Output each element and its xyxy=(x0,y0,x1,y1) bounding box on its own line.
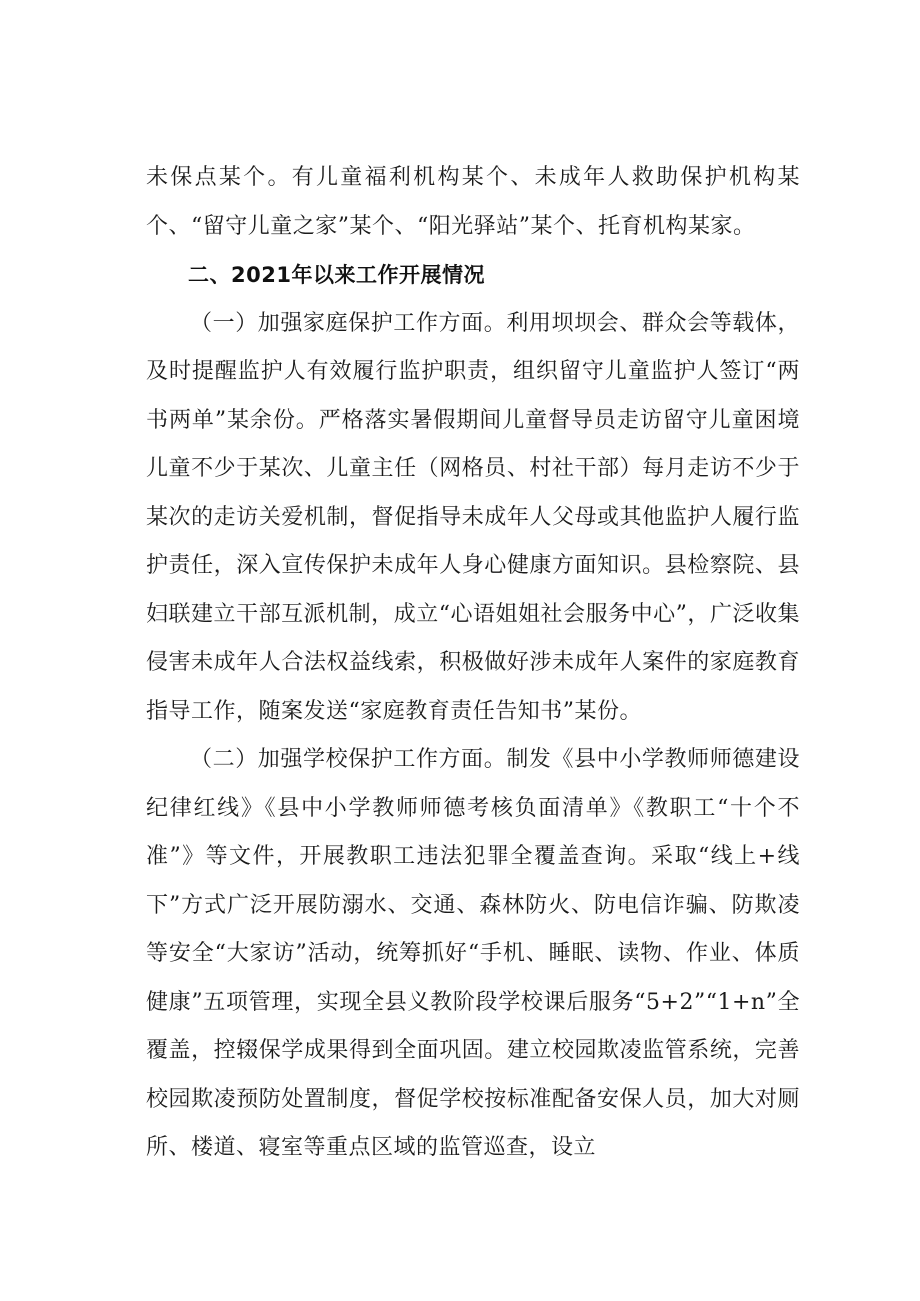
paragraph-continuation: 未保点某个。有儿童福利机构某个、未成年人救助保护机构某个、“留守儿童之家”某个、“阳光驿站”某个、托育机构某家。 xyxy=(146,165,800,239)
paragraph-family-protection: （一）加强家庭保护工作方面。利用坝坝会、群众会等载体，及时提醒监护人有效履行监护职责，组织留守儿童监护人签订“两书两单”某余份。严格落实暑假期间儿童督导员走访留守儿童困境儿童不少于某次、儿童主任（网格员、村社干部）每月走访不少于某次的走访关爱机制，督促指导未成年人父母或其他监护人履行监护责任，深入宣传保护未成年人身心健康方面知识。县检察院、县妇联建立干部互派机制，成立“心语姐姐社会服务中心”，广泛收集侵害未成年人合法权益线索，积极做好涉未成年人案件的家庭教育指导工作，随案发送“家庭教育责任告知书”某份。 xyxy=(146,310,800,724)
document-body xyxy=(146,154,800,1173)
section-heading: 二、2021年以来工作开展情况 xyxy=(188,263,485,287)
paragraph-school-protection: （二）加强学校保护工作方面。制发《县中小学教师师德建设纪律红线》《县中小学教师师德考核负面清单》《教职工“十个不准”》等文件，开展教职工违法犯罪全覆盖查询。采取“线上+线下”方式广泛开展防溺水、交通、森林防火、防电信诈骗、防欺凌等安全“大家访”活动，统筹抓好“手机、睡眠、读物、作业、体质健康”五项管理，实现全县义教阶段学校课后服务“5+2”“1+n”全覆盖，控辍保学成果得到全面巩固。建立校园欺凌监管系统，完善校园欺凌预防处置制度，督促学校按标准配备安保人员，加大对厕所、楼道、寝室等重点区域的监管巡查，设立 xyxy=(146,747,800,1160)
